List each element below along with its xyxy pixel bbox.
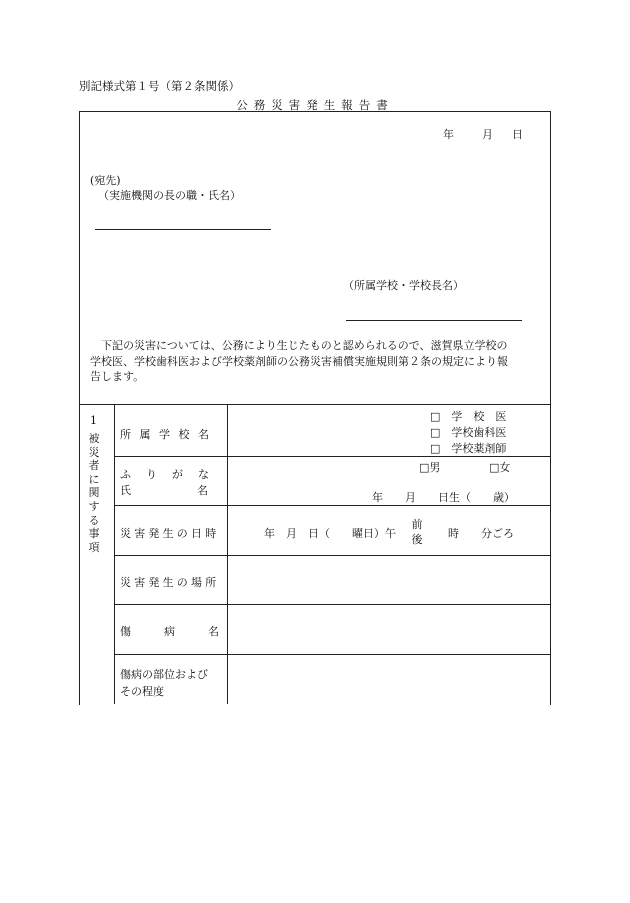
role-checkbox-school-dentist[interactable]: □ 学校歯科医	[430, 426, 507, 439]
table-row-rule	[114, 555, 551, 556]
section-title-char: 災	[88, 445, 100, 459]
section-title-char: 項	[88, 540, 100, 554]
am-option[interactable]: 前	[411, 518, 423, 531]
addressee-label: (宛先)	[90, 174, 121, 187]
am-pm-selector[interactable]	[410, 517, 424, 547]
table-divider-label	[227, 404, 228, 704]
injury-part-label: 傷病の部位および	[120, 668, 208, 681]
table-top-rule	[79, 404, 551, 405]
section-title-char: す	[88, 499, 100, 513]
pm-option[interactable]: 後	[411, 533, 423, 546]
report-month-label: 月	[482, 128, 493, 141]
sex-checkbox-male[interactable]: □男	[419, 461, 441, 474]
section-title-char: 関	[88, 486, 100, 500]
sex-checkbox-female[interactable]: □女	[489, 461, 511, 474]
table-row-rule	[114, 654, 551, 655]
injury-label: 傷 病 名	[120, 625, 219, 638]
statement-line: 学校医、学校歯科医および学校薬剤師の公務災害補償実施規則第２条の規定により報	[90, 354, 508, 368]
datetime-label: 災害発生の日時	[120, 527, 220, 540]
injury-part-label-2: その程度	[120, 685, 164, 698]
report-day-label: 日	[512, 128, 523, 141]
sender-school-label: （所属学校・学校長名）	[343, 279, 464, 292]
school-name-label: 所属学校名	[120, 428, 218, 441]
statement-line: 下記の災害については、公務により生じたものと認められるので、滋賀県立学校の	[90, 339, 508, 352]
section-number: 1	[90, 414, 97, 427]
incident-time-field[interactable]: 時 分ごろ	[448, 527, 514, 540]
name-label: 氏 名	[120, 484, 208, 497]
furigana-label: ふ り が な	[120, 468, 211, 481]
addressee-sub-label: （実施機関の長の職・氏名）	[98, 189, 241, 202]
section-title-char: 事	[88, 527, 100, 541]
role-checkbox-school-doctor[interactable]: □ 学 校 医	[430, 410, 507, 423]
table-row-rule	[114, 456, 551, 457]
form-number: 別記様式第１号（第２条関係）	[79, 79, 240, 93]
birth-date-field[interactable]: 年 月 日生（ 歳）	[372, 491, 515, 504]
place-label: 災害発生の場所	[120, 576, 220, 589]
section-title-char: 被	[88, 432, 100, 445]
section-title-char: る	[88, 513, 100, 527]
table-divider-section	[114, 404, 115, 704]
report-year-label: 年	[443, 128, 454, 141]
table-row-rule	[114, 505, 551, 506]
page-title: 公務災害発生報告書	[236, 98, 394, 112]
section-title-vertical	[88, 432, 100, 554]
statement-line: 告します。	[90, 370, 145, 383]
statement-paragraph	[90, 338, 545, 385]
table-row-rule	[114, 604, 551, 605]
incident-date-field[interactable]: 年 月 日（ 曜日）午	[264, 527, 396, 540]
section-title-char: に	[88, 472, 100, 486]
section-title-char: 者	[88, 459, 100, 473]
role-checkbox-school-pharmacist[interactable]: □ 学校薬剤師	[430, 442, 507, 455]
addressee-signature-line[interactable]	[95, 229, 271, 230]
sender-signature-line[interactable]	[346, 320, 522, 321]
